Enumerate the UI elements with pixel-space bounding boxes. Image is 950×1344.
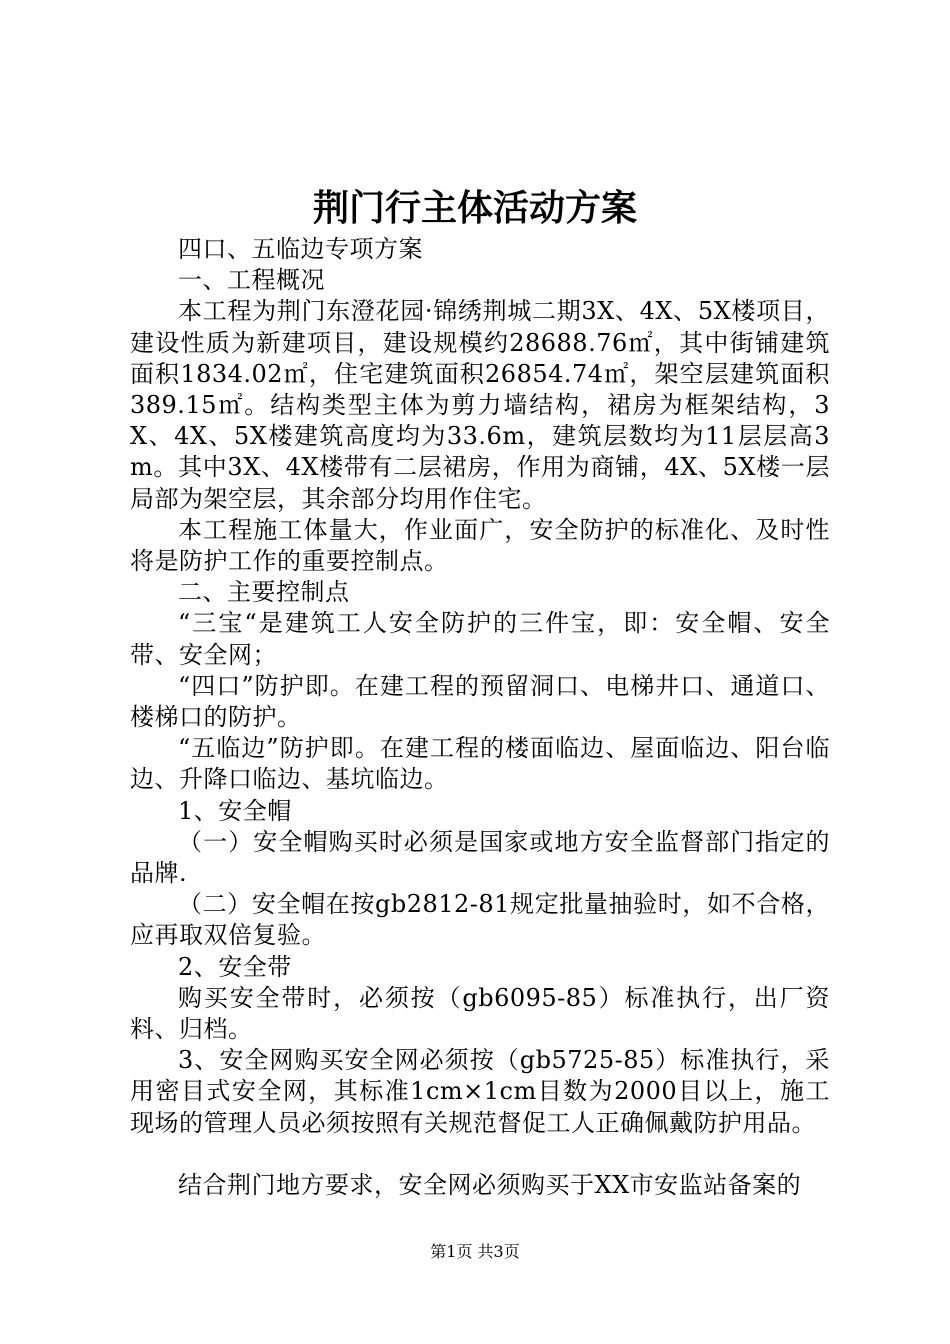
paragraph-helmet-purchase: （一）安全帽购买时必须是国家或地方安全监督部门指定的品牌. bbox=[130, 827, 830, 888]
heading-safety-helmet: 1、安全帽 bbox=[178, 796, 292, 825]
heading-control-points: 二、主要控制点 bbox=[178, 578, 350, 607]
paragraph-four-openings: “四口”防护即。在建工程的预留洞口、电梯井口、通道口、楼梯口的防护。 bbox=[130, 671, 830, 732]
paragraph-project-description: 本工程为荆门东澄花园·锦绣荆城二期3X、4X、5X楼项目，建设性质为新建项目，建设规模约28688.76㎡，其中街铺建筑面积1834.02㎡，住宅建筑面积26854.74㎡，架空层建筑面积389.15㎡。结构类型主体为剪力墙结构，裙房为框架结构，3X、4X、5X楼建筑高度均为33.6m，建筑层数均为11层层高3m。其中3X、4X楼带有二层裙房，作用为商铺，4X、5X楼一层局部为架空层，其余部分均用作住宅。 bbox=[130, 297, 830, 513]
page-footer: 第1页 共3页 bbox=[430, 1242, 520, 1261]
paragraph-safety-net: 3、安全网购买安全网必须按（gb5725-85）标准执行，采用密目式安全网，其标准1cm×1cm目数为2000目以上，施工现场的管理人员必须按照有关规范督促工人正确佩戴防护用品。 bbox=[130, 1046, 830, 1137]
paragraph-belt-purchase: 购买安全带时，必须按（gb6095-85）标准执行，出厂资料、归档。 bbox=[130, 983, 830, 1044]
paragraph-five-edges: “五临边”防护即。在建工程的楼面临边、屋面临边、阳台临边、升降口临边、基坑临边。 bbox=[130, 734, 830, 794]
paragraph-local-requirements: 结合荆门地方要求，安全网必须购买于XX市安监站备案的 bbox=[178, 1170, 802, 1199]
paragraph-construction-scale: 本工程施工体量大，作业面广，安全防护的标准化、及时性将是防护工作的重要控制点。 bbox=[130, 515, 830, 576]
paragraph-helmet-inspection: （二）安全帽在按gb2812-81规定批量抽验时，如不合格，应再取双倍复验。 bbox=[130, 890, 830, 950]
document-body bbox=[130, 234, 830, 1201]
heading-project-overview: 一、工程概况 bbox=[178, 266, 325, 295]
paragraph-special-plan: 四口、五临边专项方案 bbox=[178, 235, 423, 263]
document-title: 荆门行主体活动方案 bbox=[312, 187, 637, 229]
paragraph-three-treasures: “三宝“是建筑工人安全防护的三件宝，即：安全帽、安全带、安全网； bbox=[130, 609, 830, 669]
heading-safety-belt: 2、安全带 bbox=[178, 952, 292, 981]
